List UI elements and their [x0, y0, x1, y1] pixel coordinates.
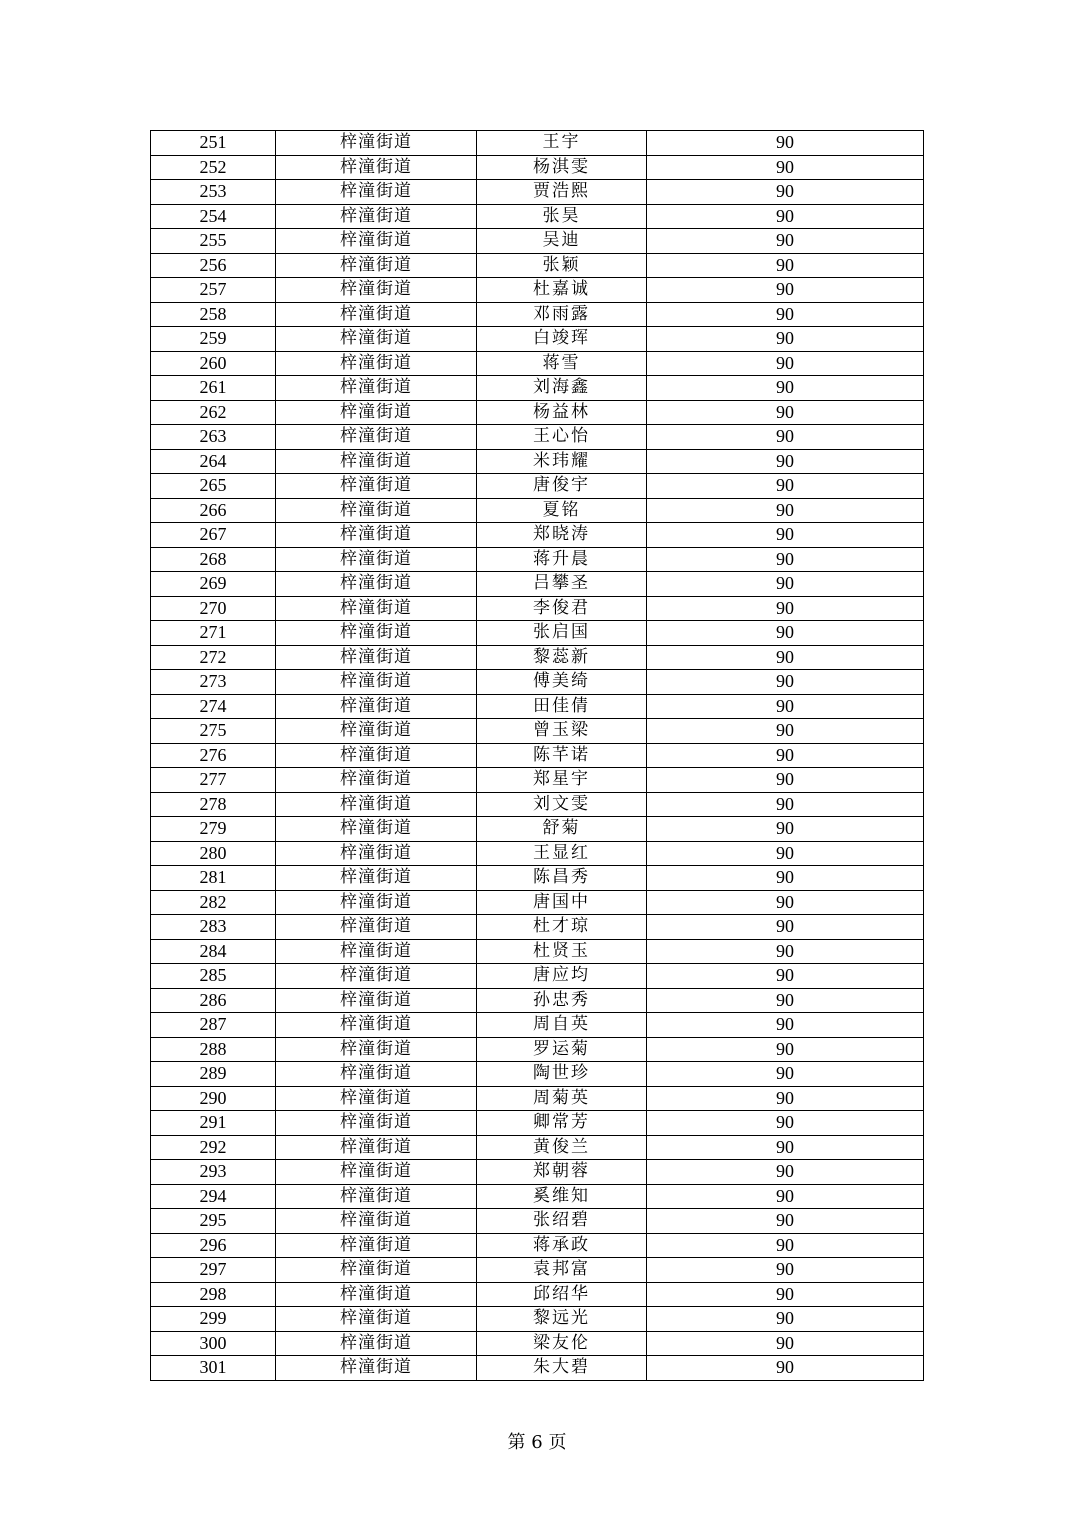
person-name-cell: 贾浩熙: [477, 180, 647, 205]
row-number-cell: 299: [151, 1307, 276, 1332]
table-row: [151, 817, 924, 842]
row-number-cell: 295: [151, 1209, 276, 1234]
street-cell: 梓潼街道: [276, 817, 477, 842]
row-number-cell: 283: [151, 915, 276, 940]
row-number-cell: 264: [151, 449, 276, 474]
person-name-cell: 陈昌秀: [477, 866, 647, 891]
table-row: [151, 670, 924, 695]
score-cell: 90: [647, 302, 924, 327]
table-row: [151, 523, 924, 548]
table-row: [151, 547, 924, 572]
score-cell: 90: [647, 792, 924, 817]
person-name-cell: 唐国中: [477, 890, 647, 915]
person-name-cell: 梁友伦: [477, 1331, 647, 1356]
person-name-cell: 邱绍华: [477, 1282, 647, 1307]
score-cell: 90: [647, 1307, 924, 1332]
score-cell: 90: [647, 351, 924, 376]
street-cell: 梓潼街道: [276, 890, 477, 915]
table-row: [151, 302, 924, 327]
person-name-cell: 杜嘉诚: [477, 278, 647, 303]
street-cell: 梓潼街道: [276, 743, 477, 768]
row-number-cell: 257: [151, 278, 276, 303]
street-cell: 梓潼街道: [276, 204, 477, 229]
person-name-cell: 吴迪: [477, 229, 647, 254]
table-row: [151, 449, 924, 474]
person-name-cell: 孙忠秀: [477, 988, 647, 1013]
row-number-cell: 271: [151, 621, 276, 646]
street-cell: 梓潼街道: [276, 1013, 477, 1038]
score-cell: 90: [647, 572, 924, 597]
row-number-cell: 293: [151, 1160, 276, 1185]
score-cell: 90: [647, 1331, 924, 1356]
row-number-cell: 274: [151, 694, 276, 719]
street-cell: 梓潼街道: [276, 719, 477, 744]
street-cell: 梓潼街道: [276, 1184, 477, 1209]
person-name-cell: 郑晓涛: [477, 523, 647, 548]
score-cell: 90: [647, 204, 924, 229]
street-cell: 梓潼街道: [276, 547, 477, 572]
table-row: [151, 131, 924, 156]
person-name-cell: 杨淇雯: [477, 155, 647, 180]
person-name-cell: 王显红: [477, 841, 647, 866]
person-name-cell: 黎远光: [477, 1307, 647, 1332]
person-name-cell: 王宇: [477, 131, 647, 156]
person-name-cell: 卿常芳: [477, 1111, 647, 1136]
table-row: [151, 425, 924, 450]
street-cell: 梓潼街道: [276, 792, 477, 817]
row-number-cell: 252: [151, 155, 276, 180]
street-cell: 梓潼街道: [276, 1160, 477, 1185]
person-name-cell: 唐应均: [477, 964, 647, 989]
score-cell: 90: [647, 1135, 924, 1160]
row-number-cell: 284: [151, 939, 276, 964]
table-row: [151, 621, 924, 646]
table-row: [151, 1086, 924, 1111]
person-name-cell: 袁邦富: [477, 1258, 647, 1283]
table-row: [151, 768, 924, 793]
score-cell: 90: [647, 425, 924, 450]
person-name-cell: 杜贤玉: [477, 939, 647, 964]
street-cell: 梓潼街道: [276, 351, 477, 376]
score-cell: 90: [647, 523, 924, 548]
street-cell: 梓潼街道: [276, 964, 477, 989]
table-row: [151, 743, 924, 768]
street-cell: 梓潼街道: [276, 1282, 477, 1307]
score-cell: 90: [647, 400, 924, 425]
score-cell: 90: [647, 817, 924, 842]
score-cell: 90: [647, 327, 924, 352]
score-cell: 90: [647, 1356, 924, 1381]
table-row: [151, 278, 924, 303]
score-cell: 90: [647, 596, 924, 621]
score-cell: 90: [647, 1160, 924, 1185]
person-name-cell: 夏铭: [477, 498, 647, 523]
row-number-cell: 260: [151, 351, 276, 376]
street-cell: 梓潼街道: [276, 155, 477, 180]
table-row: [151, 1282, 924, 1307]
row-number-cell: 288: [151, 1037, 276, 1062]
person-name-cell: 白竣珲: [477, 327, 647, 352]
row-number-cell: 300: [151, 1331, 276, 1356]
table-row: [151, 1331, 924, 1356]
person-name-cell: 杨益林: [477, 400, 647, 425]
score-cell: 90: [647, 1086, 924, 1111]
table-row: [151, 964, 924, 989]
table-row: [151, 719, 924, 744]
street-cell: 梓潼街道: [276, 400, 477, 425]
table-row: [151, 1037, 924, 1062]
row-number-cell: 276: [151, 743, 276, 768]
row-number-cell: 266: [151, 498, 276, 523]
row-number-cell: 267: [151, 523, 276, 548]
street-cell: 梓潼街道: [276, 1111, 477, 1136]
row-number-cell: 251: [151, 131, 276, 156]
score-cell: 90: [647, 449, 924, 474]
person-name-cell: 罗运菊: [477, 1037, 647, 1062]
score-cell: 90: [647, 1233, 924, 1258]
table-row: [151, 915, 924, 940]
street-cell: 梓潼街道: [276, 915, 477, 940]
score-cell: 90: [647, 866, 924, 891]
row-number-cell: 262: [151, 400, 276, 425]
person-name-cell: 张颖: [477, 253, 647, 278]
score-cell: 90: [647, 1184, 924, 1209]
score-cell: 90: [647, 1258, 924, 1283]
person-name-cell: 米玮耀: [477, 449, 647, 474]
score-cell: 90: [647, 498, 924, 523]
street-cell: 梓潼街道: [276, 327, 477, 352]
street-cell: 梓潼街道: [276, 572, 477, 597]
table-row: [151, 229, 924, 254]
table-row: [151, 253, 924, 278]
row-number-cell: 291: [151, 1111, 276, 1136]
person-name-cell: 舒菊: [477, 817, 647, 842]
person-name-cell: 傅美绮: [477, 670, 647, 695]
person-name-cell: 李俊君: [477, 596, 647, 621]
table-row: [151, 351, 924, 376]
row-number-cell: 255: [151, 229, 276, 254]
row-number-cell: 297: [151, 1258, 276, 1283]
person-name-cell: 张绍碧: [477, 1209, 647, 1234]
person-name-cell: 周菊英: [477, 1086, 647, 1111]
street-cell: 梓潼街道: [276, 988, 477, 1013]
table-row: [151, 327, 924, 352]
street-cell: 梓潼街道: [276, 1135, 477, 1160]
table-row: [151, 841, 924, 866]
row-number-cell: 273: [151, 670, 276, 695]
table-row: [151, 694, 924, 719]
table-row: [151, 1233, 924, 1258]
score-cell: 90: [647, 1111, 924, 1136]
row-number-cell: 256: [151, 253, 276, 278]
table-row: [151, 155, 924, 180]
table-row: [151, 1209, 924, 1234]
street-cell: 梓潼街道: [276, 1037, 477, 1062]
row-number-cell: 253: [151, 180, 276, 205]
row-number-cell: 294: [151, 1184, 276, 1209]
table-row: [151, 988, 924, 1013]
street-cell: 梓潼街道: [276, 523, 477, 548]
table-row: [151, 792, 924, 817]
table-row: [151, 939, 924, 964]
street-cell: 梓潼街道: [276, 1086, 477, 1111]
person-name-cell: 奚维知: [477, 1184, 647, 1209]
row-number-cell: 279: [151, 817, 276, 842]
row-number-cell: 298: [151, 1282, 276, 1307]
score-cell: 90: [647, 719, 924, 744]
table-row: [151, 1258, 924, 1283]
score-cell: 90: [647, 278, 924, 303]
row-number-cell: 292: [151, 1135, 276, 1160]
row-number-cell: 269: [151, 572, 276, 597]
street-cell: 梓潼街道: [276, 278, 477, 303]
table-row: [151, 498, 924, 523]
row-number-cell: 272: [151, 645, 276, 670]
street-cell: 梓潼街道: [276, 449, 477, 474]
score-cell: 90: [647, 155, 924, 180]
score-cell: 90: [647, 474, 924, 499]
score-cell: 90: [647, 915, 924, 940]
street-cell: 梓潼街道: [276, 498, 477, 523]
person-name-cell: 邓雨露: [477, 302, 647, 327]
score-cell: 90: [647, 180, 924, 205]
street-cell: 梓潼街道: [276, 939, 477, 964]
table-row: [151, 1356, 924, 1381]
person-name-cell: 黎蕊新: [477, 645, 647, 670]
row-number-cell: 254: [151, 204, 276, 229]
street-cell: 梓潼街道: [276, 1233, 477, 1258]
score-cell: 90: [647, 376, 924, 401]
score-cell: 90: [647, 131, 924, 156]
table-row: [151, 474, 924, 499]
score-cell: 90: [647, 768, 924, 793]
table-row: [151, 1184, 924, 1209]
street-cell: 梓潼街道: [276, 376, 477, 401]
street-cell: 梓潼街道: [276, 229, 477, 254]
street-cell: 梓潼街道: [276, 1331, 477, 1356]
score-cell: 90: [647, 1282, 924, 1307]
table-row: [151, 376, 924, 401]
row-number-cell: 261: [151, 376, 276, 401]
score-cell: 90: [647, 841, 924, 866]
score-cell: 90: [647, 988, 924, 1013]
score-cell: 90: [647, 1037, 924, 1062]
row-number-cell: 301: [151, 1356, 276, 1381]
score-cell: 90: [647, 621, 924, 646]
person-name-cell: 刘海鑫: [477, 376, 647, 401]
table-row: [151, 1135, 924, 1160]
row-number-cell: 258: [151, 302, 276, 327]
person-name-cell: 唐俊宇: [477, 474, 647, 499]
table-row: [151, 1111, 924, 1136]
score-cell: 90: [647, 253, 924, 278]
person-name-cell: 蒋升晨: [477, 547, 647, 572]
score-cell: 90: [647, 670, 924, 695]
row-number-cell: 287: [151, 1013, 276, 1038]
person-name-cell: 陶世珍: [477, 1062, 647, 1087]
street-cell: 梓潼街道: [276, 1209, 477, 1234]
score-cell: 90: [647, 229, 924, 254]
street-cell: 梓潼街道: [276, 1307, 477, 1332]
street-cell: 梓潼街道: [276, 131, 477, 156]
row-number-cell: 263: [151, 425, 276, 450]
roster-table: [150, 130, 924, 1381]
street-cell: 梓潼街道: [276, 1062, 477, 1087]
street-cell: 梓潼街道: [276, 841, 477, 866]
row-number-cell: 289: [151, 1062, 276, 1087]
score-cell: 90: [647, 1013, 924, 1038]
person-name-cell: 黄俊兰: [477, 1135, 647, 1160]
row-number-cell: 285: [151, 964, 276, 989]
street-cell: 梓潼街道: [276, 474, 477, 499]
score-cell: 90: [647, 1209, 924, 1234]
row-number-cell: 277: [151, 768, 276, 793]
table-row: [151, 645, 924, 670]
table-row: [151, 400, 924, 425]
row-number-cell: 270: [151, 596, 276, 621]
street-cell: 梓潼街道: [276, 302, 477, 327]
person-name-cell: 张昊: [477, 204, 647, 229]
row-number-cell: 282: [151, 890, 276, 915]
street-cell: 梓潼街道: [276, 1258, 477, 1283]
row-number-cell: 286: [151, 988, 276, 1013]
street-cell: 梓潼街道: [276, 645, 477, 670]
row-number-cell: 275: [151, 719, 276, 744]
street-cell: 梓潼街道: [276, 866, 477, 891]
street-cell: 梓潼街道: [276, 253, 477, 278]
score-cell: 90: [647, 1062, 924, 1087]
row-number-cell: 290: [151, 1086, 276, 1111]
score-cell: 90: [647, 939, 924, 964]
street-cell: 梓潼街道: [276, 621, 477, 646]
table-row: [151, 866, 924, 891]
row-number-cell: 265: [151, 474, 276, 499]
table-row: [151, 180, 924, 205]
street-cell: 梓潼街道: [276, 596, 477, 621]
street-cell: 梓潼街道: [276, 670, 477, 695]
score-cell: 90: [647, 743, 924, 768]
person-name-cell: 吕攀圣: [477, 572, 647, 597]
person-name-cell: 朱大碧: [477, 1356, 647, 1381]
street-cell: 梓潼街道: [276, 425, 477, 450]
table-row: [151, 572, 924, 597]
street-cell: 梓潼街道: [276, 768, 477, 793]
row-number-cell: 281: [151, 866, 276, 891]
person-name-cell: 周自英: [477, 1013, 647, 1038]
table-row: [151, 1307, 924, 1332]
row-number-cell: 296: [151, 1233, 276, 1258]
row-number-cell: 268: [151, 547, 276, 572]
table-row: [151, 1062, 924, 1087]
person-name-cell: 郑朝蓉: [477, 1160, 647, 1185]
row-number-cell: 278: [151, 792, 276, 817]
table-row: [151, 204, 924, 229]
person-name-cell: 田佳倩: [477, 694, 647, 719]
person-name-cell: 刘文雯: [477, 792, 647, 817]
person-name-cell: 陈芊诺: [477, 743, 647, 768]
page-number: 第 6 页: [507, 1432, 567, 1453]
street-cell: 梓潼街道: [276, 180, 477, 205]
score-cell: 90: [647, 694, 924, 719]
table-row: [151, 596, 924, 621]
street-cell: 梓潼街道: [276, 694, 477, 719]
row-number-cell: 259: [151, 327, 276, 352]
roster-table-container: [150, 130, 923, 1381]
score-cell: 90: [647, 547, 924, 572]
person-name-cell: 蒋雪: [477, 351, 647, 376]
table-row: [151, 890, 924, 915]
score-cell: 90: [647, 645, 924, 670]
table-row: [151, 1013, 924, 1038]
person-name-cell: 王心怡: [477, 425, 647, 450]
person-name-cell: 张启国: [477, 621, 647, 646]
person-name-cell: 杜才琼: [477, 915, 647, 940]
roster-table-body: [151, 131, 924, 1381]
row-number-cell: 280: [151, 841, 276, 866]
street-cell: 梓潼街道: [276, 1356, 477, 1381]
score-cell: 90: [647, 890, 924, 915]
score-cell: 90: [647, 964, 924, 989]
person-name-cell: 郑星宇: [477, 768, 647, 793]
table-row: [151, 1160, 924, 1185]
person-name-cell: 蒋承政: [477, 1233, 647, 1258]
person-name-cell: 曾玉梁: [477, 719, 647, 744]
